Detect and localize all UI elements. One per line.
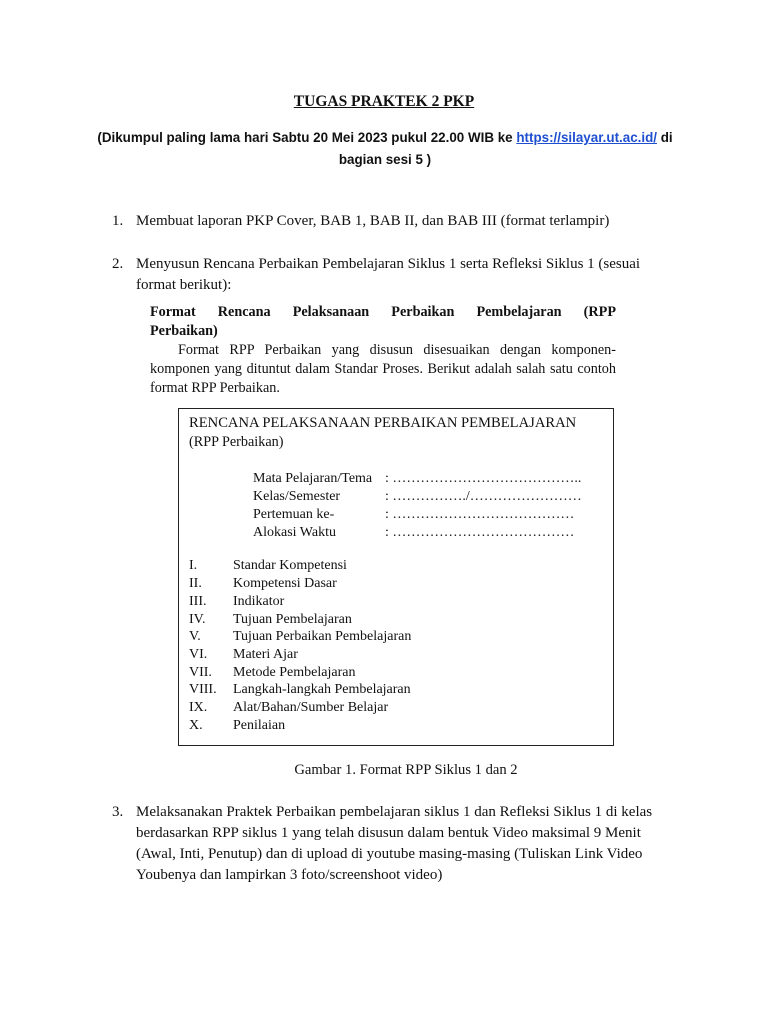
- section-text: Metode Pembelajaran: [233, 665, 356, 680]
- task-number: 2.: [112, 256, 124, 272]
- section-number: V.: [189, 629, 201, 644]
- note-text-after: di bagian sesi 5 ): [338, 130, 673, 167]
- section-text: Tujuan Perbaikan Pembelajaran: [233, 629, 412, 644]
- submission-link[interactable]: https://silayar.ut.ac.id/: [516, 130, 657, 145]
- section-text: Alat/Bahan/Sumber Belajar: [233, 700, 389, 715]
- field-label: Mata Pelajaran/Tema: [253, 471, 373, 486]
- task-item-1: [112, 211, 672, 232]
- field-value: : ……………./……………………: [385, 489, 582, 504]
- task-number: 1.: [112, 213, 124, 229]
- field-time: [253, 525, 574, 541]
- task-item-3: [112, 802, 672, 886]
- section-text: Standar Kompetensi: [233, 558, 347, 573]
- task-item-2: [112, 254, 672, 296]
- section-text: Kompetensi Dasar: [233, 576, 337, 591]
- submission-note: [90, 127, 680, 171]
- field-value: : …………………………………..: [385, 471, 582, 486]
- box-subtitle: (RPP Perbaikan): [189, 434, 284, 450]
- section-number: VIII.: [189, 682, 217, 697]
- section-text: Penilaian: [233, 718, 286, 733]
- rpp-format-description: [150, 303, 616, 398]
- section-text: Langkah-langkah Pembelajaran: [233, 682, 411, 697]
- section-text: Tujuan Pembelajaran: [233, 612, 352, 627]
- section-number: IX.: [189, 700, 208, 715]
- task-text: Melaksanakan Praktek Perbaikan pembelajaran siklus 1 dan Refleksi Siklus 1 di kelas berdasarkan RPP siklus 1 yang telah disusun dalam bentuk Video maksimal 9 Menit (Awal, Inti, Penutup) dan di upload di youtube masing-masing (Tuliskan Link Video Youbenya dan lampirkan 3 foto/screenshoot video): [136, 804, 653, 883]
- section-number: I.: [189, 558, 198, 573]
- section-number: II.: [189, 576, 202, 591]
- field-label: Kelas/Semester: [253, 489, 341, 504]
- field-label: Alokasi Waktu: [253, 525, 336, 540]
- box-title: RENCANA PELAKSANAAN PERBAIKAN PEMBELAJARAN: [189, 415, 577, 431]
- task-text: Menyusun Rencana Perbaikan Pembelajaran Siklus 1 serta Refleksi Siklus 1 (sesuai format berikut):: [136, 256, 641, 293]
- section-number: IV.: [189, 612, 206, 627]
- document-title: TUGAS PRAKTEK 2 PKP: [293, 93, 475, 110]
- field-class: [253, 489, 582, 505]
- section-text: Materi Ajar: [233, 647, 298, 662]
- section-number: VI.: [189, 647, 208, 662]
- section-text: Indikator: [233, 594, 285, 609]
- figure-caption: Gambar 1. Format RPP Siklus 1 dan 2: [294, 762, 518, 778]
- section-number: VII.: [189, 665, 212, 680]
- section-number: III.: [189, 594, 207, 609]
- field-value: : …………………………………: [385, 525, 575, 540]
- field-meeting: [253, 507, 574, 523]
- format-paragraph: Format RPP Perbaikan yang disusun disesuaikan dengan komponen-komponen yang dituntut dalam Standar Proses. Berikut adalah salah satu contoh format RPP Perbaikan.: [150, 342, 616, 396]
- format-heading: Format Rencana Pelaksanaan Perbaikan Pembelajaran (RPP: [150, 304, 616, 320]
- field-value: : …………………………………: [385, 507, 575, 522]
- task-text: Membuat laporan PKP Cover, BAB 1, BAB II, dan BAB III (format terlampir): [136, 213, 610, 229]
- field-subject: [253, 471, 581, 487]
- note-text-before: (Dikumpul paling lama hari Sabtu 20 Mei 2023 pukul 22.00 WIB ke: [97, 130, 517, 145]
- section-number: X.: [189, 718, 203, 733]
- format-heading-continued: Perbaikan): [150, 323, 218, 339]
- task-number: 3.: [112, 804, 124, 820]
- field-label: Pertemuan ke-: [253, 507, 335, 522]
- rpp-format-box: [178, 408, 614, 746]
